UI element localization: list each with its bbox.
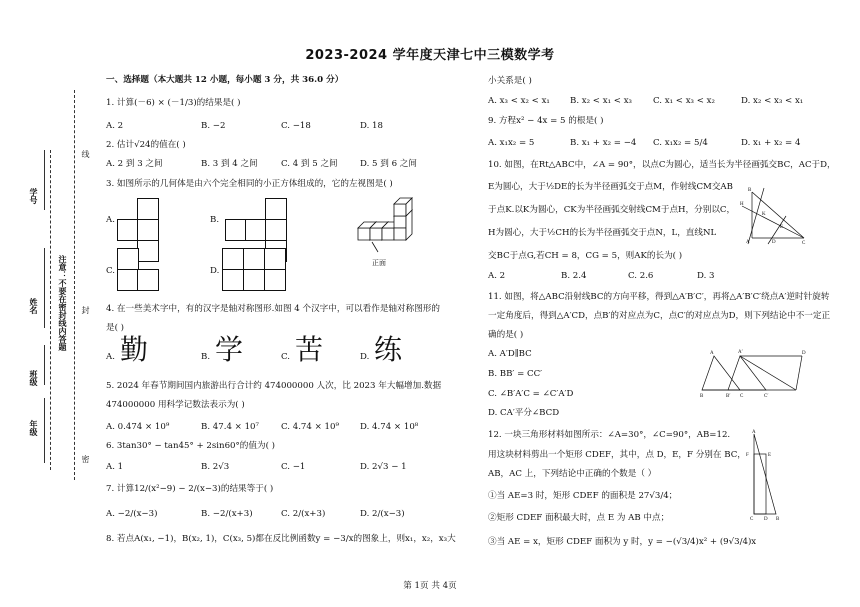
q9-option-c: C. x₁x₂ = 5/4: [653, 138, 708, 148]
class-line: [44, 345, 45, 385]
q12-line: ②矩形 CDEF 面积最大时，点 E 为 AB 中点；: [488, 513, 670, 523]
q11-option-c: C. ∠B′A′C = ∠C′A′D: [488, 389, 574, 399]
q12-line: ①当 AE=3 时，矩形 CDEF 的面积是 27√3/4；: [488, 491, 678, 501]
q12-line: 用这块材料剪出一个矩形 CDEF，其中，点 D，E，F 分别在 BC，: [488, 450, 746, 460]
q6-option-a: A. 1: [106, 462, 124, 472]
q11-option-b: B. BB′ = CC′: [488, 369, 543, 379]
q5-stem: 5. 2024 年春节期间国内旅游出行合计约 474000000 人次，比 2023 年大幅增加.数据: [106, 381, 442, 391]
q6-option-d: D. 2√3 − 1: [360, 462, 407, 472]
q10-option-a: A. 2: [488, 271, 506, 281]
q6-stem: 6. 3tan30° − tan45° + 2sin60°的值为( ): [106, 441, 276, 451]
svg-text:D: D: [772, 240, 776, 245]
seal-char-seal: 封: [81, 306, 90, 314]
q3-option-b: B.: [210, 215, 220, 225]
q6-option-b: B. 2√3: [201, 462, 230, 472]
q8-option-c: C. x₁ < x₃ < x₂: [653, 96, 715, 106]
q3-front-label: 正面: [372, 259, 386, 267]
seal-char-line: 线: [81, 150, 90, 158]
q11-option-d: D. CA′平分∠BCD: [488, 408, 560, 418]
q8-stem-cont: 小关系是( ): [488, 76, 532, 86]
svg-text:H: H: [740, 202, 744, 207]
q10-line: E为圆心，大于½DE的长为半径画弧交于点M，作射线CM交AB: [488, 182, 733, 192]
q3d-square: [222, 248, 244, 270]
q8-option-d: D. x₂ < x₃ < x₁: [741, 96, 804, 106]
svg-text:C: C: [802, 241, 806, 246]
q4-option-d: D.: [360, 352, 370, 362]
svg-text:A′: A′: [738, 350, 743, 355]
q10-line: H为圆心，大于½CH的长为半径画弧交于点N，L，直线NL: [488, 228, 717, 238]
svg-text:K: K: [762, 212, 766, 217]
q9-option-a: A. x₁x₂ = 5: [488, 138, 535, 148]
svg-text:B: B: [700, 394, 704, 399]
q2-option-d: D. 5 到 6 之间: [360, 159, 417, 169]
q2-option-c: C. 4 到 5 之间: [281, 159, 338, 169]
seal-char-secret: 密: [81, 455, 90, 463]
q3-option-c: C.: [106, 266, 116, 276]
q4-option-c: C.: [281, 352, 291, 362]
q5-option-d: D. 4.74 × 10⁸: [360, 422, 419, 432]
label-name: 姓名: [29, 298, 38, 314]
q2-stem: 2. 估计√24的值在( ): [106, 140, 186, 150]
q6-option-c: C. −1: [281, 462, 306, 472]
q3a-square: [137, 219, 159, 241]
q1-option-c: C. −18: [281, 121, 311, 131]
q8-option-b: B. x₂ < x₁ < x₃: [570, 96, 632, 106]
q12-figure: [744, 430, 784, 522]
svg-text:F: F: [746, 453, 749, 458]
q7-option-b: B. −2/(x+3): [201, 509, 253, 519]
svg-text:E: E: [768, 453, 772, 458]
q8-stem: 8. 若点A(x₁, −1)，B(x₂, 1)，C(x₃, 5)都在反比例函数y = −3/x的图象上，则x₁，x₂，x₃大: [106, 534, 456, 544]
svg-text:B′: B′: [726, 394, 731, 399]
q3a-square: [137, 198, 159, 220]
q5-stem-cont: 474000000 用科学记数法表示为( ): [106, 400, 245, 410]
q2-option-b: B. 3 到 4 之间: [201, 159, 258, 169]
page-footer: 第 1页 共 4页: [403, 581, 457, 591]
q3-option-d: D.: [210, 266, 220, 276]
q1-stem: 1. 计算(－6) × (－1/3)的结果是( ): [106, 98, 241, 108]
q4-option-a: A.: [106, 352, 115, 362]
label-class: 班级: [29, 370, 38, 386]
q3c-square: [117, 269, 139, 291]
q3c-square: [117, 248, 139, 270]
q3b-square: [265, 219, 287, 241]
q4-char-a: 勤: [120, 333, 149, 366]
q10-option-d: D. 3: [697, 271, 715, 281]
q11-line: 11. 如图，将△ABC沿射线BC的方向平移，得到△A′B′C′，再将△A′B′C′绕点A′逆时针旋转: [488, 292, 830, 302]
svg-text:C: C: [750, 517, 754, 522]
q3-option-a: A.: [106, 215, 115, 225]
svg-text:D: D: [802, 351, 806, 356]
q4-option-b: B.: [201, 352, 211, 362]
svg-text:A: A: [710, 351, 714, 356]
grade-line: [44, 398, 45, 463]
q12-line: 12. 一块三角形材料如图所示：∠A=30°，∠C=90°，AB=12.: [488, 430, 731, 440]
q12-line: AB，AC 上，下列结论中正确的个数是（ ）: [488, 469, 657, 479]
svg-text:E: E: [780, 225, 784, 230]
q12-line: ③当 AE = x，矩形 CDEF 面积为 y 时，y = −(√3/4)x² + (9√3/4)x: [488, 537, 757, 547]
svg-text:A: A: [752, 430, 756, 435]
q3d-square: [243, 248, 265, 270]
q3d-square: [222, 269, 244, 291]
q10-line: 交BC于点G,若CH = 8，CG = 5，则AK的长为( ): [488, 251, 683, 261]
seal-line-inner: [50, 150, 51, 470]
name-line: [44, 248, 45, 328]
q3b-square: [265, 198, 287, 220]
q3a-square: [117, 219, 139, 241]
svg-text:B: B: [776, 517, 780, 522]
q4-stem: 4. 在一些美术字中，有的汉字是轴对称图形.如图 4 个汉字中，可以看作是轴对称图形的: [106, 304, 440, 314]
svg-text:B: B: [748, 188, 752, 193]
q11-option-a: A. A′D∥BC: [488, 349, 532, 359]
q7-option-a: A. −2/(x−3): [106, 509, 158, 519]
svg-text:C′: C′: [764, 394, 769, 399]
seal-line-outer: [74, 90, 75, 480]
q1-option-b: B. −2: [201, 121, 226, 131]
q9-option-d: D. x₁ + x₂ = 4: [741, 138, 801, 148]
binding-warning: 注意：不要在密封线内答题: [58, 255, 67, 351]
q2-option-a: A. 2 到 3 之间: [106, 159, 163, 169]
section-heading: 一、选择题（本大题共 12 小题，每小题 3 分，共 36.0 分）: [106, 75, 344, 85]
q3d-square: [264, 248, 286, 270]
q1-option-a: A. 2: [106, 121, 124, 131]
q4-stem-cont: 是( ): [106, 323, 125, 333]
q3d-square: [264, 269, 286, 291]
q3-solid-figure: [352, 198, 432, 260]
q10-line: 于点K.以K为圆心，CK为半径画弧交射线CM于点H，分别以C，: [488, 205, 736, 215]
q3c-square: [137, 269, 159, 291]
q5-option-b: B. 47.4 × 10⁷: [201, 422, 259, 432]
q11-line: 确的是( ): [488, 330, 524, 340]
q3b-square: [225, 219, 247, 241]
q3-stem: 3. 如图所示的几何体是由六个完全相同的小正方体组成的，它的左视图是( ): [106, 179, 393, 189]
label-grade: 年级: [29, 420, 38, 436]
q4-char-d: 练: [374, 333, 403, 366]
q3a-square: [137, 240, 159, 262]
q1-option-d: D. 18: [360, 121, 383, 131]
svg-text:A: A: [746, 240, 750, 245]
q10-option-c: C. 2.6: [628, 271, 654, 281]
q7-stem: 7. 计算12/(x²−9) − 2/(x−3)的结果等于( ): [106, 484, 274, 494]
q11-figure: [700, 346, 810, 398]
student-id-line: [44, 150, 45, 210]
q3d-square: [243, 269, 265, 291]
label-student-id: 学号: [29, 188, 38, 204]
q4-char-b: 学: [215, 333, 244, 366]
q9-option-b: B. x₁ + x₂ = −4: [570, 138, 637, 148]
q10-figure: [738, 186, 808, 246]
q5-option-a: A. 0.474 × 10⁹: [106, 422, 170, 432]
q4-char-c: 苦: [295, 333, 324, 366]
q7-option-c: C. 2/(x+3): [281, 509, 326, 519]
svg-text:D: D: [764, 517, 768, 522]
svg-text:C: C: [740, 394, 744, 399]
q7-option-d: D. 2/(x−3): [360, 509, 405, 519]
q3b-square: [245, 219, 267, 241]
q10-line: 10. 如图，在Rt△ABC中，∠A = 90°，以点C为圆心，适当长为半径画弧交BC，AC于D，: [488, 160, 836, 170]
q9-stem: 9. 方程x² − 4x = 5 的根是( ): [488, 116, 604, 126]
page-title: 2023-2024 学年度天津七中三模数学考: [305, 48, 555, 63]
q11-line: 一定角度后，得到△A′CD，点B′的对应点为C，点C′的对应点为D，则下列结论中不一定正: [488, 311, 831, 321]
q8-option-a: A. x₃ < x₂ < x₁: [488, 96, 550, 106]
q10-option-b: B. 2.4: [561, 271, 587, 281]
q5-option-c: C. 4.74 × 10⁹: [281, 422, 339, 432]
